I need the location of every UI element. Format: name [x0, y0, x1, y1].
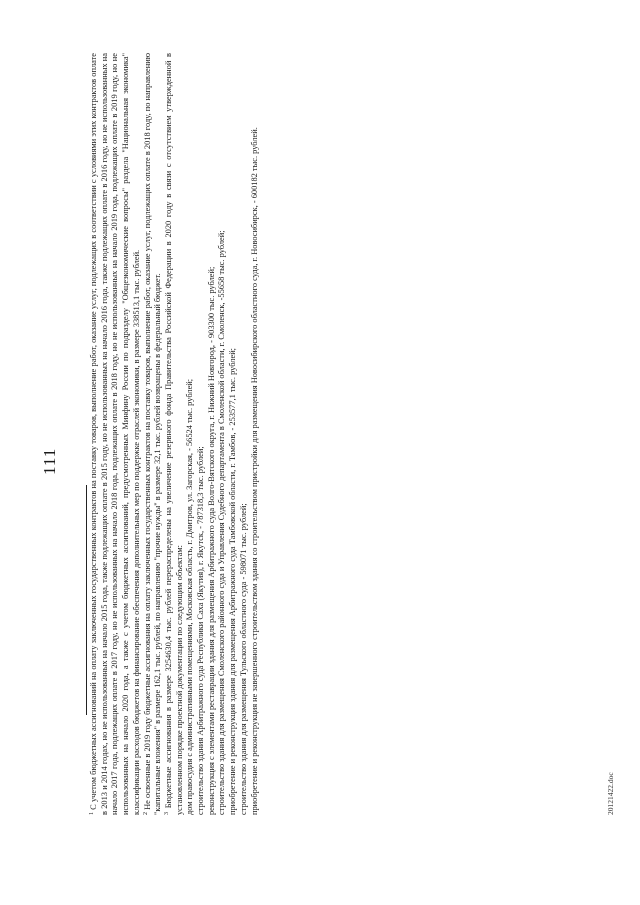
footnote-separator	[86, 485, 87, 715]
footnote-text: С учетом бюджетных ассигнований на оплату заключенных государственных контрактов на поставку товаров, выполнение работ, оказание услуг, подлежащих в соответствии с условиями этих контрактов оплате в 2013 и 2014 годах, но не использованных на начало 2015 года, также подлежащих оплате в 2015 году, но не использованных на начало 2016 года, также подлежащих оплате в 2016 году, но не использованных на начало 2017 года, подлежащих оплате в 2017 году, но не использованных на начало 2018 года, подлежащих оплате в 2018 году, но не использованных на начало 2019 года, подлежащих оплате в 2019 году, но не использованных на начало 2020 года, а также с учетом бюджетных ассигнований, предусмотренных Минфину России по подразделу "Общеэкономические вопросы" раздела "Национальная экономика" классификации расходов бюджетов на финансирование обеспечения дополнительных мер по поддержке отраслей экономики, в размере 338513,1 тыс. рублей.	[89, 53, 141, 815]
footnote-marker: 3	[163, 812, 170, 815]
footnote-3-item: строительство здания для размещения Смоленского районного суда и Управления Судебного департамента в Смоленской области, г. Смоленск, -55658 тыс. рублей;	[217, 230, 227, 815]
footnote-1	[89, 53, 143, 815]
footnote-text: Не освоенные в 2019 году бюджетные ассигнования на оплату заключенных государственных контрактов на поставку товаров, выполнение работ, оказание услуг, подлежащих оплате в 2018 году, по направлению "капитальные вложения" в размере 162,1 тыс. рублей, по направлению "прочие нужды" в размере 32,1 тыс. рублей возвращены в федеральный бюджет.	[142, 53, 163, 815]
footnote-2	[143, 53, 164, 815]
footnote-3-item: строительство здания для размещения Тульского областного суда - 598071 тыс. рублей;	[238, 503, 248, 815]
footnote-marker: 2	[142, 812, 149, 815]
footnote-marker: 1	[89, 812, 95, 815]
footnotes-block	[89, 53, 260, 815]
footnote-3-item: приобретение и реконструкция здания для размещения Арбитражного суда Тамбовской области, г. Тамбов, - 253577,1 тыс. рублей;	[228, 348, 238, 815]
footnote-3-item: реконструкция с элементами реставрации здания для размещения Арбитражного суда Волго-Вятского округа, г. Нижний Новгород, - 903300 тыс. рублей;	[206, 266, 216, 815]
document-id: 20121422.doc	[606, 772, 615, 815]
footnote-text: Бюджетные ассигнования в размере 3254630,4 тыс. рублей перераспределены на увеличение резервного фонда Правительства Российской Федерации в 2020 году в связи с отсутствием утвержденной в установленном порядке проектной документации по следующим объектам:	[163, 53, 184, 815]
footnote-3-item: приобретение и реконструкция не завершенного строительством здания со строительством пристройки для размещения Новосибирского областного суда, г. Новосибирск, - 600182 тыс. рублей.	[249, 127, 259, 815]
footnote-3	[164, 53, 185, 815]
footnote-3-item: дом правосудия с административными помещениями, Московская область, г. Дмитров, ул. Загорская, - 56524 тыс. рублей;	[185, 378, 195, 815]
footnote-3-item: строительство здания Арбитражного суда Республики Саха (Якутия), г. Якутск, - 787318,3 тыс. рублей;	[196, 446, 206, 815]
page-number: 111	[40, 447, 59, 475]
